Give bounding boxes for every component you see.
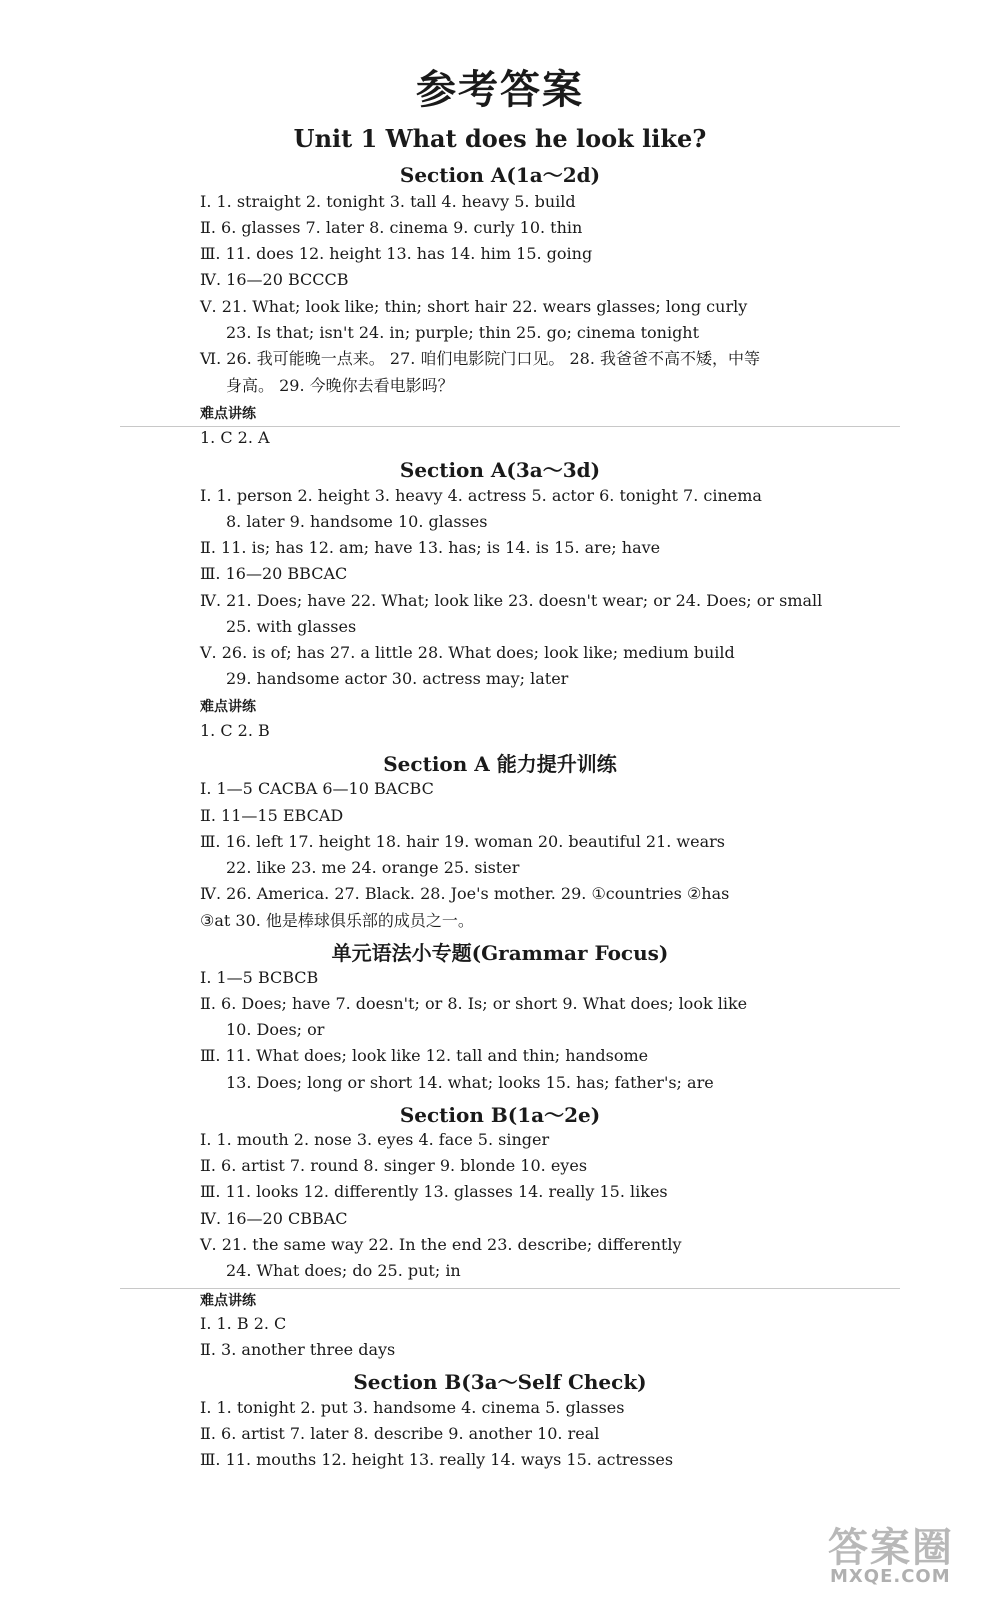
answer-line: Ⅲ. 16. left 17. height 18. hair 19. woman 20. beautiful 21. wears: [200, 832, 725, 851]
answer-line: Ⅲ. 11. does 12. height 13. has 14. him 15. going: [200, 244, 593, 263]
answer-line: Ⅲ. 11. mouths 12. height 13. really 14. ways 15. actresses: [200, 1450, 674, 1469]
answer-line: Ⅰ. 1. tonight 2. put 3. handsome 4. cinema 5. glasses: [200, 1398, 625, 1417]
answer-line: 29. handsome actor 30. actress may; later: [226, 669, 569, 688]
divider: [120, 1288, 900, 1289]
answer-line: Ⅳ. 16—20 CBBAC: [200, 1209, 348, 1228]
answer-line: Ⅳ. 16—20 BCCCB: [200, 270, 349, 289]
watermark-logo-url: MXQE.COM: [830, 1566, 951, 1587]
section-heading-b-1a-2e: Section B(1a～2e): [399, 1103, 601, 1127]
difficulty-heading: 难点讲练: [200, 406, 256, 422]
answer-line: 8. later 9. handsome 10. glasses: [226, 512, 488, 531]
answer-line: Ⅲ. 11. What does; look like 12. tall and thin; handsome: [200, 1046, 649, 1065]
answer-line: Ⅴ. 21. the same way 22. In the end 23. describe; differently: [200, 1235, 682, 1254]
answer-line: 25. with glasses: [226, 617, 357, 636]
answer-line: Ⅰ. 1. B 2. C: [200, 1314, 287, 1333]
answer-line: Ⅴ. 26. is of; has 27. a little 28. What does; look like; medium build: [200, 643, 735, 662]
answer-line: Ⅲ. 11. looks 12. differently 13. glasses 14. really 15. likes: [200, 1182, 668, 1201]
section-heading-b-3a-self-check: Section B(3a～Self Check): [353, 1370, 647, 1394]
difficulty-heading: 难点讲练: [200, 1293, 256, 1309]
answer-line: 1. C 2. B: [200, 721, 270, 740]
answer-line: Ⅳ. 26. America. 27. Black. 28. Joe's mother. 29. ①countries ②has: [200, 884, 730, 903]
answer-line: 22. like 23. me 24. orange 25. sister: [226, 858, 520, 877]
section-heading-a-3a-3d: Section A(3a～3d): [399, 458, 601, 482]
answer-line: Ⅰ. 1. mouth 2. nose 3. eyes 4. face 5. singer: [200, 1130, 550, 1149]
answer-line: 身高。 29. 今晚你去看电影吗？: [226, 376, 454, 395]
answer-line: Ⅲ. 16—20 BBCAC: [200, 564, 348, 583]
watermark-logo: [822, 1516, 982, 1590]
answer-line: Ⅳ. 21. Does; have 22. What; look like 23. doesn't wear; or 24. Does; or small: [200, 591, 823, 610]
answer-line: Ⅱ. 6. artist 7. round 8. singer 9. blonde 10. eyes: [200, 1156, 588, 1175]
answer-line: Ⅰ. 1—5 CACBA 6—10 BACBC: [200, 779, 434, 798]
section-heading-a-ability: Section A 能力提升训练: [383, 752, 617, 776]
answer-line: Ⅰ. 1. person 2. height 3. heavy 4. actress 5. actor 6. tonight 7. cinema: [200, 486, 762, 505]
answer-line: 10. Does; or: [226, 1020, 325, 1039]
answer-line: 23. Is that; isn't 24. in; purple; thin 25. go; cinema tonight: [226, 323, 700, 342]
watermark-logo-text: 答案圈: [828, 1525, 954, 1571]
answer-line: Ⅱ. 6. Does; have 7. doesn't; or 8. Is; or short 9. What does; look like: [200, 994, 748, 1013]
section-heading-a-1a-2d: Section A(1a～2d): [399, 163, 601, 187]
answer-line: ③at 30. 他是棒球俱乐部的成员之一。: [200, 911, 474, 930]
answer-line: 13. Does; long or short 14. what; looks 15. has; father's; are: [226, 1073, 714, 1092]
answer-line: Ⅱ. 6. artist 7. later 8. describe 9. another 10. real: [200, 1424, 600, 1443]
answer-line: Ⅱ. 11. is; has 12. am; have 13. has; is 14. is 15. are; have: [200, 538, 661, 557]
difficulty-heading: 难点讲练: [200, 699, 256, 715]
section-heading-grammar-focus: 单元语法小专题(Grammar Focus): [331, 941, 669, 965]
divider: [120, 426, 900, 427]
answer-line: Ⅴ. 21. What; look like; thin; short hair 22. wears glasses; long curly: [200, 297, 748, 316]
answer-line: Ⅱ. 6. glasses 7. later 8. cinema 9. curly 10. thin: [200, 218, 583, 237]
answer-line: Ⅰ. 1—5 BCBCB: [200, 968, 319, 987]
answer-line: Ⅱ. 3. another three days: [200, 1340, 396, 1359]
page-title: 参考答案: [416, 67, 584, 113]
answer-line: Ⅵ. 26. 我可能晚一点来。 27. 咱们电影院门口见。 28. 我爸爸不高不矮，中等: [200, 349, 761, 368]
answer-line: 1. C 2. A: [200, 428, 270, 447]
answer-line: Ⅱ. 11—15 EBCAD: [200, 806, 344, 825]
answer-line: 24. What does; do 25. put; in: [226, 1261, 461, 1280]
unit-title: Unit 1 What does he look like?: [293, 124, 707, 153]
answer-line: Ⅰ. 1. straight 2. tonight 3. tall 4. heavy 5. build: [200, 192, 576, 211]
